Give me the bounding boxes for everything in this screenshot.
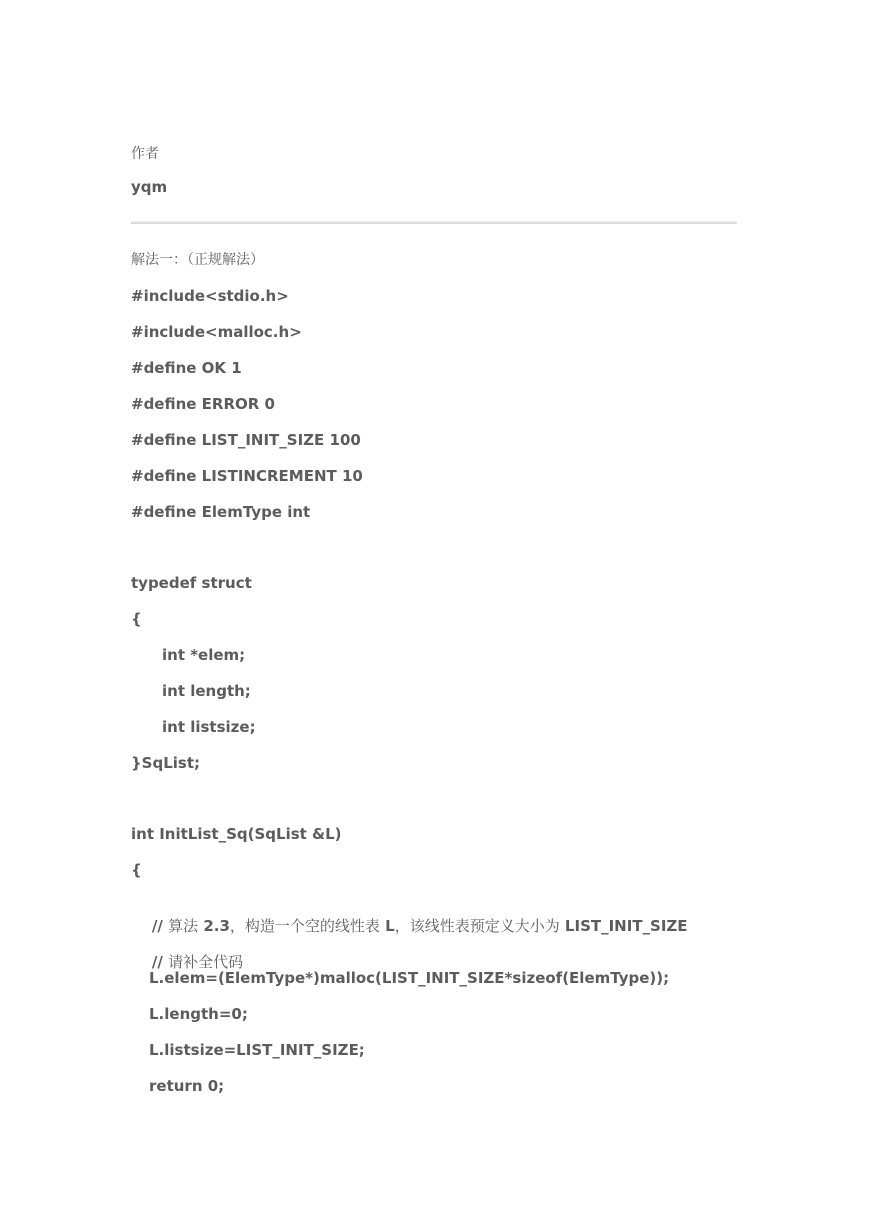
comment-prefix: // (151, 917, 169, 935)
code-line-define-listincrement: #define LISTINCREMENT 10 (131, 467, 363, 485)
code-line-define-list-init-size: #define LIST_INIT_SIZE 100 (131, 431, 361, 449)
code-line-func-signature: int InitList_Sq(SqList &L) (131, 825, 342, 843)
comment-const: LIST_INIT_SIZE (559, 917, 688, 935)
comment-text-algorithm: 算法 (168, 917, 199, 935)
code-line-define-ok: #define OK 1 (131, 359, 242, 377)
code-line-field-length: int length; (162, 682, 251, 700)
code-line-open-brace-func: { (131, 861, 142, 879)
author-name: yqm (131, 178, 168, 196)
code-line-include-malloc: #include<malloc.h> (131, 323, 302, 341)
comment-number: 2.3 (198, 917, 230, 935)
comment-prefix: // (151, 953, 169, 971)
horizontal-divider (131, 221, 737, 224)
solution-heading: 解法一：（正规解法） (131, 252, 264, 268)
code-line-field-listsize: int listsize; (162, 718, 256, 736)
code-line-stmt-return: return 0; (149, 1077, 225, 1095)
code-line-define-elemtype: #define ElemType int (131, 503, 311, 521)
code-line-close-sqlist: }SqList; (131, 754, 201, 772)
comment-var-l: L (379, 917, 395, 935)
comment-text-construct: ，构造一个空的线性表 (229, 917, 380, 935)
comment-text-complete: 请补全代码 (168, 953, 244, 971)
code-line-stmt-length: L.length=0; (149, 1005, 248, 1023)
author-label: 作者 (131, 146, 159, 162)
code-line-define-error: #define ERROR 0 (131, 395, 275, 413)
code-line-stmt-listsize: L.listsize=LIST_INIT_SIZE; (149, 1041, 365, 1059)
code-line-typedef-struct: typedef struct (131, 574, 252, 592)
code-line-include-stdio: #include<stdio.h> (131, 287, 289, 305)
code-line-open-brace: { (131, 610, 142, 628)
code-line-stmt-malloc: L.elem=(ElemType*)malloc(LIST_INIT_SIZE*sizeof(ElemType)); (149, 969, 670, 987)
comment-text-predefined: ，该线性表预定义大小为 (394, 917, 560, 935)
code-line-field-elem: int *elem; (162, 646, 246, 664)
